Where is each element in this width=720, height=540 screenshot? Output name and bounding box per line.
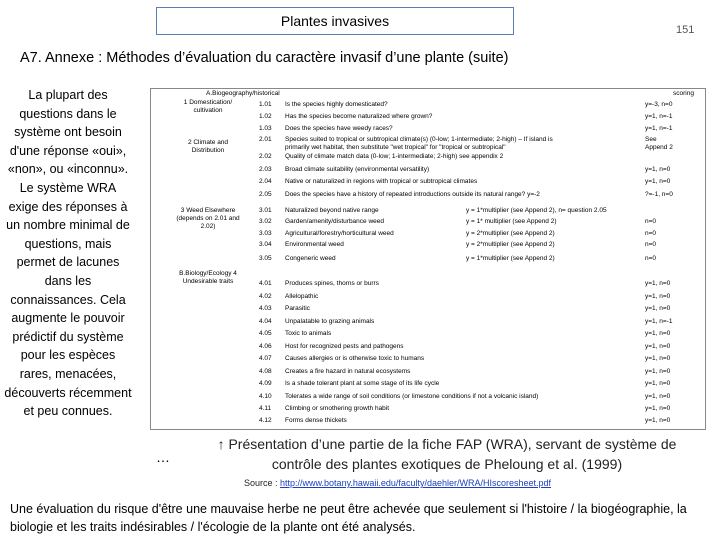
row-score: Append 2 xyxy=(645,144,673,151)
row-number: 2.03 xyxy=(259,166,272,173)
footer-text: Une évaluation du risque d'être une mauvaise herbe ne peut être achevée que seulement si l'histoire / la biogéographie, la biologie et les traits indésirables / l'écologie de la plante ont été analysés. xyxy=(10,502,687,534)
row-score: y=1, n=0 xyxy=(645,166,671,173)
row-question: Does the species have a history of repeated introductions outside its natural range? y=-2 xyxy=(285,191,540,198)
row-score: y=1, n=0 xyxy=(645,355,671,362)
row-score: y=1, n=0 xyxy=(645,343,671,350)
row-number: 4.12 xyxy=(259,417,272,424)
source-link[interactable]: http://www.botany.hawaii.edu/faculty/daehler/WRA/HIscoresheet.pdf xyxy=(280,478,552,488)
table-section-header: A.Biogeography/historical xyxy=(206,90,280,97)
section-heading: A7. Annexe : Méthodes d’évaluation du caractère invasif d’une plante (suite) xyxy=(20,50,509,66)
row-question: Native or naturalized in regions with tropical or subtropical climates xyxy=(285,178,478,185)
row-number: 2.04 xyxy=(259,178,272,185)
page-number: 151 xyxy=(676,24,695,36)
row-score: n=0 xyxy=(645,218,657,225)
row-number: 3.02 xyxy=(259,218,272,225)
row-score: y=1, n=-1 xyxy=(645,125,673,132)
row-question: Host for recognized pests and pathogens xyxy=(285,343,404,350)
row-multiplier: y = 1* multiplier (see Append 2) xyxy=(466,218,557,225)
row-question: Allelopathic xyxy=(285,293,319,300)
row-number: 4.07 xyxy=(259,355,272,362)
row-score: y=1, n=-1 xyxy=(645,113,673,120)
row-question: Environmental weed xyxy=(285,241,344,248)
row-question: Congeneric weed xyxy=(285,255,336,262)
row-score: y=1, n=0 xyxy=(645,405,671,412)
row-question: Unpalatable to grazing animals xyxy=(285,318,375,325)
row-question: Causes allergies or is otherwise toxic to humans xyxy=(285,355,425,362)
row-number: 4.02 xyxy=(259,293,272,300)
row-score: y=1, n=-1 xyxy=(645,318,673,325)
row-number: 1.03 xyxy=(259,125,272,132)
row-score: n=0 xyxy=(645,230,657,237)
row-question: Is the species highly domesticated? xyxy=(285,101,388,108)
category-domestication: 1 Domestication/ cultivation xyxy=(183,99,233,114)
row-score: ?=-1, n=0 xyxy=(645,191,673,198)
row-score: n=0 xyxy=(645,241,657,248)
figure-caption: ↑ Présentation d’une partie de la fiche FAP (WRA), servant de système de contrôle des plantes exotiques de Pheloung et al. (1999) xyxy=(217,436,677,472)
row-multiplier: y = 1*multiplier (see Append 2), n= question 2.05 xyxy=(466,207,607,214)
row-score: y=1, n=0 xyxy=(645,380,671,387)
row-number: 1.01 xyxy=(259,101,272,108)
row-number: 2.05 xyxy=(259,191,272,198)
row-question: Creates a fire hazard in natural ecosystems xyxy=(285,368,411,375)
row-score: y=1, n=0 xyxy=(645,368,671,375)
row-number: 2.02 xyxy=(259,153,272,160)
row-score: See xyxy=(645,136,657,143)
row-question: Has the species become naturalized where grown? xyxy=(285,113,433,120)
row-question: Toxic to animals xyxy=(285,330,332,337)
row-number: 3.01 xyxy=(259,207,272,214)
left-description: La plupart des questions dans le système ont besoin d'une réponse «oui», «non», ou «inconnu». Le système WRA exige des réponses à un nombre minimal de questions, mais permet de lacunes dans les connaissances. Cela augmente le pouvoir prédictif du système pour les espèces rares, menacées, découverts récemment et peu connues. xyxy=(4,88,132,419)
row-number: 4.01 xyxy=(259,280,272,287)
row-number: 1.02 xyxy=(259,113,272,120)
row-question: Forms dense thickets xyxy=(285,417,347,424)
row-multiplier: y = 1*multiplier (see Append 2) xyxy=(466,255,555,262)
row-score: y=1, n=0 xyxy=(645,305,671,312)
row-question: Naturalized beyond native range xyxy=(285,207,379,214)
row-number: 4.04 xyxy=(259,318,272,325)
row-question: Quality of climate match data (0-low; 1-intermediate; 2-high) see appendix 2 xyxy=(285,153,504,160)
ellipsis: … xyxy=(156,449,170,465)
category-undesirable-traits: B.Biology/Ecology 4 Undesirable traits xyxy=(179,270,237,285)
category-weed-elsewhere: 3 Weed Elsewhere (depends on 2.01 and 2.02) xyxy=(176,207,240,230)
row-score: y=1, n=0 xyxy=(645,417,671,424)
row-question: Species suited to tropical or subtropical climate(s) (0-low; 1-intermediate; 2-high) – If island is xyxy=(285,136,553,143)
row-number: 2.01 xyxy=(259,136,272,143)
wra-table xyxy=(150,88,706,430)
row-score: y=1, n=0 xyxy=(645,280,671,287)
row-number: 3.03 xyxy=(259,230,272,237)
row-score: y=1, n=0 xyxy=(645,330,671,337)
row-number: 4.11 xyxy=(259,405,272,412)
row-score: y=-3, n=0 xyxy=(645,101,673,108)
row-number: 4.10 xyxy=(259,393,272,400)
row-question: Tolerates a wide range of soil conditions (or limestone conditions if not a volcanic island) xyxy=(285,393,539,400)
scoring-label: scoring xyxy=(673,90,694,97)
row-multiplier: y = 2*multiplier (see Append 2) xyxy=(466,241,555,248)
row-score: y=1, n=0 xyxy=(645,293,671,300)
row-number: 4.09 xyxy=(259,380,272,387)
row-score: y=1, n=0 xyxy=(645,393,671,400)
row-multiplier: y = 2*multiplier (see Append 2) xyxy=(466,230,555,237)
row-question: Garden/amenity/disturbance weed xyxy=(285,218,385,225)
category-climate: 2 Climate and Distribution xyxy=(187,139,229,154)
row-question: Is a shade tolerant plant at some stage of its life cycle xyxy=(285,380,440,387)
row-number: 4.08 xyxy=(259,368,272,375)
row-question: Parasitic xyxy=(285,305,310,312)
row-score: y=1, n=0 xyxy=(645,178,671,185)
row-question: Broad climate suitability (environmental versatility) xyxy=(285,166,430,173)
row-number: 4.06 xyxy=(259,343,272,350)
row-question: primarily wet habitat, then substitute "wet tropical" for "tropical or subtropical" xyxy=(285,144,506,151)
row-number: 4.05 xyxy=(259,330,272,337)
row-question: Does the species have weedy races? xyxy=(285,125,393,132)
row-number: 3.04 xyxy=(259,241,272,248)
source-label: Source : xyxy=(244,478,281,488)
row-number: 4.03 xyxy=(259,305,272,312)
row-question: Climbing or smothering growth habit xyxy=(285,405,390,412)
row-question: Agricultural/forestry/horticultural weed xyxy=(285,230,394,237)
row-score: n=0 xyxy=(645,255,657,262)
row-number: 3.05 xyxy=(259,255,272,262)
source-line xyxy=(244,478,551,488)
row-question: Produces spines, thorns or burrs xyxy=(285,280,379,287)
page-title: Plantes invasives xyxy=(156,7,514,35)
